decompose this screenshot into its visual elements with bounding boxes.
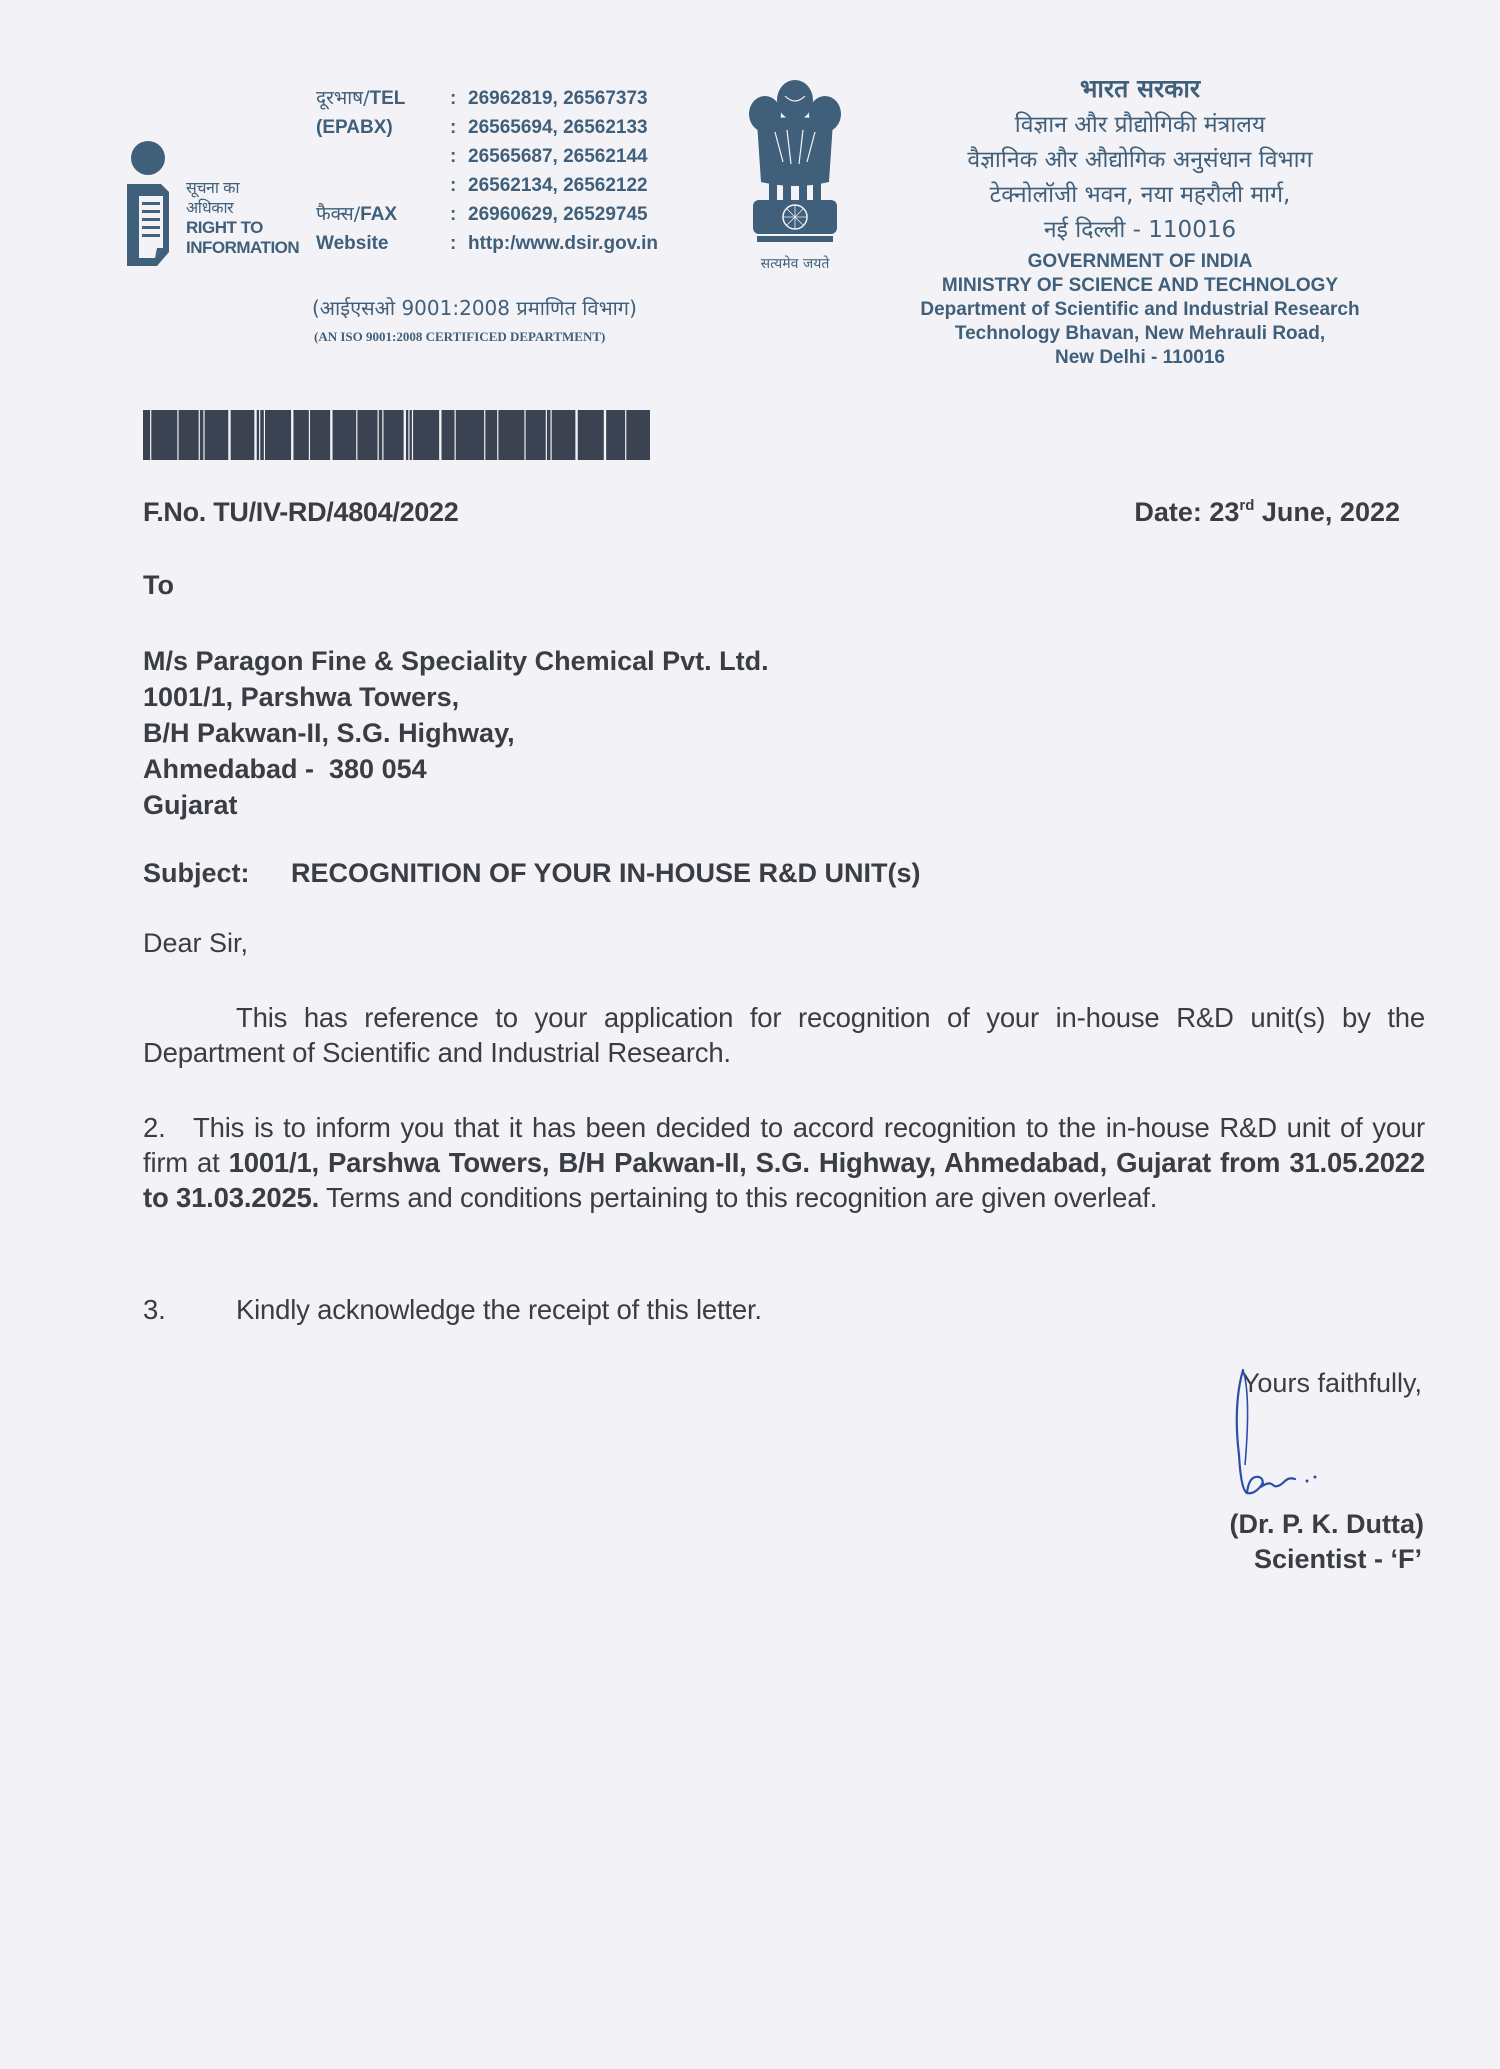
contact-separator: : (450, 117, 457, 138)
barcode-bar (383, 410, 403, 460)
file-number: F.No. TU/IV-RD/4804/2022 (143, 497, 459, 527)
paragraph-bold-text: 1001/1, Parshwa Towers, B/H Pakwan-II, S.G. Highway, Ahmedabad, Gujarat from 31.05.2022 to 31.03.2025. (143, 1147, 1425, 1213)
barcode-bar (310, 410, 330, 460)
contact-label-hindi: फैक्स/ (316, 203, 361, 225)
barcode-bar (456, 410, 484, 460)
barcode-bar (379, 410, 383, 460)
website-link[interactable]: http:/www.dsir.gov.in (468, 233, 658, 254)
barcode-bar (578, 410, 604, 460)
paragraph-number: 3. (143, 1294, 166, 1325)
emblem-motto: सत्यमेव जयते (760, 256, 830, 272)
barcode-bar (200, 410, 204, 460)
contact-label: TEL (369, 88, 406, 109)
address-line: M/s Paragon Fine & Speciality Chemical Pvt. Ltd. (143, 646, 769, 676)
contact-value: 26960629, 26529745 (468, 204, 648, 225)
paragraph-text: This is to inform you that it has been decided to accord recognition to the in-house R&D unit of your firm at (143, 1112, 1425, 1178)
signatory (1229, 1507, 1424, 1577)
gov-hindi-line: नई दिल्ली - 110016 (1043, 217, 1237, 243)
date-day: Date: 23 (1134, 497, 1240, 527)
paragraph-text: Kindly acknowledge the receipt of this letter. (236, 1294, 762, 1325)
barcode-bar (442, 410, 455, 460)
barcode-bar (626, 410, 650, 460)
gov-hindi-line: वैज्ञानिक और औद्योगिक अनुसंधान विभाग (967, 147, 1313, 173)
barcode-bar (547, 410, 551, 460)
subject-line (143, 858, 921, 889)
barcode-bar (410, 410, 412, 460)
address-line: 1001/1, Parshwa Towers, (143, 682, 460, 712)
contact-separator: : (450, 204, 457, 225)
signatory-title: Scientist - ‘F’ (1253, 1544, 1422, 1574)
contact-label: (EPABX) (316, 117, 393, 138)
barcode-bar (179, 410, 199, 460)
iso-certification-hindi: (आईएसओ 9001:2008 प्रमाणित विभाग) (312, 296, 637, 320)
iso-certification-english: (AN ISO 9001:2008 CERTIFICED DEPARTMENT) (314, 329, 606, 344)
contact-separator: : (450, 175, 457, 196)
right-to-information-icon (125, 140, 171, 270)
gov-hindi-line: विज्ञान और प्रौद्योगिकी मंत्रालय (1014, 112, 1266, 138)
contact-separator: : (450, 88, 457, 109)
barcode-bar (413, 410, 439, 460)
gov-english-line: MINISTRY OF SCIENCE AND TECHNOLOGY (941, 275, 1339, 296)
barcode-bar (151, 410, 177, 460)
gov-english-line: GOVERNMENT OF INDIA (1027, 251, 1253, 272)
rti-hindi-line1: सूचना का (186, 178, 240, 197)
barcode-bar (552, 410, 576, 460)
national-emblem-icon (735, 72, 855, 252)
contact-value: 26565694, 26562133 (468, 117, 648, 138)
barcode-bar (257, 410, 259, 460)
barcode-bar (231, 410, 255, 460)
rti-hindi-line2: अधिकार (186, 198, 234, 217)
salutation: Dear Sir, (143, 928, 249, 958)
rti-english-line2: INFORMATION (186, 238, 300, 257)
contact-value: 26562134, 26562122 (468, 175, 648, 196)
date-ordinal: rd (1239, 497, 1255, 514)
letter-date (1134, 497, 1400, 528)
to-label: To (143, 570, 174, 600)
contact-separator: : (450, 233, 457, 254)
barcode (143, 410, 650, 460)
contact-value: 26565687, 26562144 (468, 146, 648, 167)
paragraph-1: This has reference to your application for recognition of your in-house R&D unit(s) by the Department of Scientific and Industrial Research. (143, 1002, 1425, 1068)
barcode-bar (406, 410, 408, 460)
gov-hindi-line: टेक्नोलॉजी भवन, नया महरौली मार्ग, (989, 182, 1291, 208)
gov-english-line: New Delhi - 110016 (1054, 347, 1226, 368)
barcode-bar (485, 410, 497, 460)
contact-label: FAX (360, 204, 398, 225)
barcode-bar (526, 410, 546, 460)
contact-value: 26962819, 26567373 (468, 88, 648, 109)
gov-hindi-line: भारत सरकार (1079, 74, 1201, 103)
paragraph-2 (143, 1110, 1425, 1215)
barcode-bar (498, 410, 524, 460)
barcode-bar (265, 410, 291, 460)
subject-text: RECOGNITION OF YOUR IN-HOUSE R&D UNIT(s) (291, 858, 921, 888)
paragraph-text: Terms and conditions pertaining to this recognition are given overleaf. (319, 1182, 1158, 1213)
address-line: B/H Pakwan-II, S.G. Highway, (143, 718, 515, 748)
paragraph-3 (143, 1292, 1425, 1327)
barcode-bar (205, 410, 229, 460)
contact-label: Website (316, 233, 389, 254)
barcode-bar (293, 410, 308, 460)
barcode-bar (143, 410, 150, 460)
barcode-bar (260, 410, 264, 460)
barcode-bar (333, 410, 357, 460)
closing: Yours faithfully, (1241, 1368, 1422, 1398)
signatory-name: (Dr. P. K. Dutta) (1229, 1509, 1424, 1539)
rti-label (186, 178, 299, 258)
address-line: Ahmedabad - 380 054 (143, 754, 427, 784)
gov-english-line: Technology Bhavan, New Mehrauli Road, (954, 323, 1326, 344)
address-line: Gujarat (143, 790, 238, 820)
gov-english-line: Department of Scientific and Industrial Research (920, 299, 1360, 320)
paragraph-number: 2. (143, 1112, 166, 1143)
contact-label-hindi: दूरभाष/ (316, 87, 370, 109)
rti-english-line1: RIGHT TO (186, 218, 263, 237)
barcode-bar (606, 410, 625, 460)
recipient-address (143, 643, 769, 823)
barcode-bar (357, 410, 377, 460)
contact-separator: : (450, 146, 457, 167)
subject-label: Subject: (143, 858, 250, 888)
signature-icon (1225, 1365, 1325, 1505)
government-address-block (870, 70, 1410, 370)
date-month-year: June, 2022 (1254, 497, 1400, 527)
